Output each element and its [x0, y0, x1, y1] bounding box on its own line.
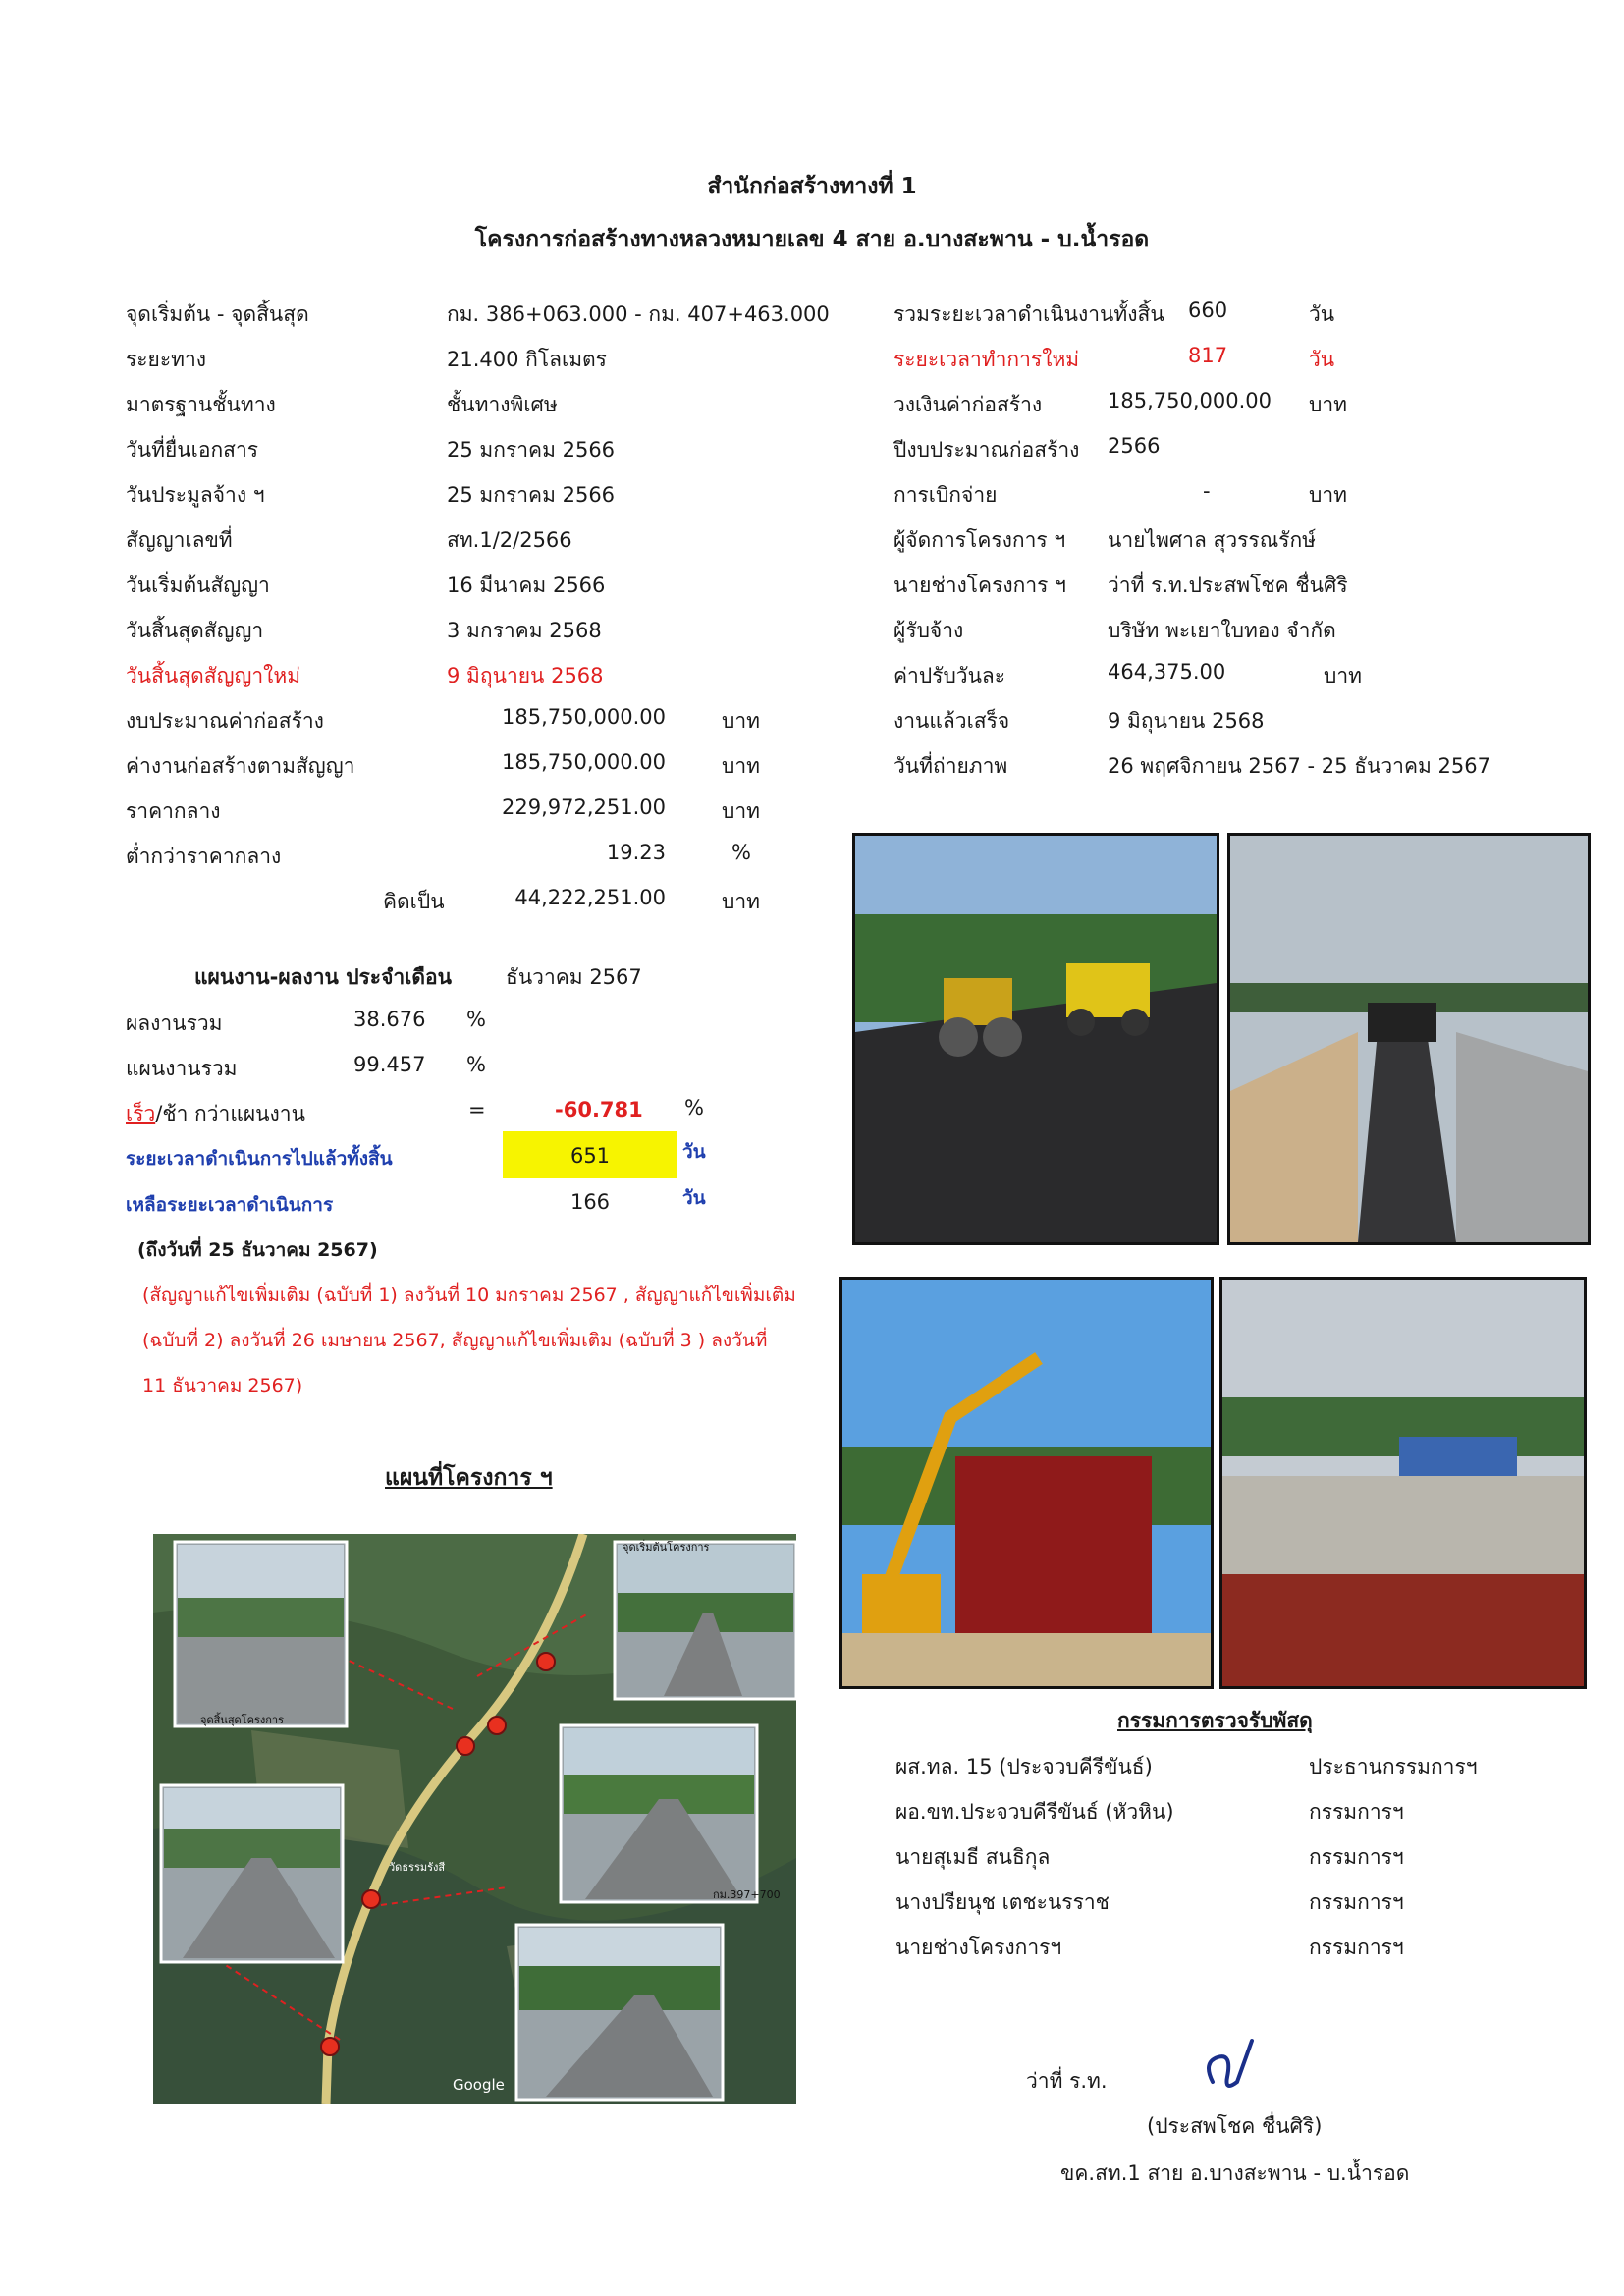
- info-value: 185,750,000.00: [1108, 389, 1272, 412]
- site-photo-concrete-deck: [1219, 1277, 1587, 1689]
- committee-title: กรรมการตรวจรับพัสดุ: [1117, 1709, 1313, 1732]
- info-label: การเบิกจ่าย: [893, 483, 998, 507]
- remain-unit: วัน: [682, 1187, 706, 1209]
- budget-label: ต่ำกว่าราคากลาง: [126, 845, 282, 868]
- map-label-wat: วัดธรรมรังสี: [389, 1861, 446, 1874]
- info-value: 817: [1188, 344, 1228, 367]
- result-unit: %: [466, 1008, 486, 1031]
- signature-rank: ว่าที่ ร.ท.: [1026, 2069, 1108, 2093]
- amendment-note-line: (สัญญาแก้ไขเพิ่มเติม (ฉบับที่ 1) ลงวันที่ 10 มกราคม 2567 , สัญญาแก้ไขเพิ่มเติม: [142, 1285, 796, 1306]
- elapsed-value: 651: [569, 1144, 611, 1168]
- info-value: 660: [1188, 299, 1228, 322]
- info-label: สัญญาเลขที่: [126, 528, 233, 552]
- info-value: ชั้นทางพิเศษ: [447, 393, 558, 416]
- committee-member-name: นายสุเมธี สนธิกุล: [895, 1845, 1051, 1869]
- budget-unit: บาท: [722, 799, 760, 823]
- as-of-date: (ถึงวันที่ 25 ธันวาคม 2567): [137, 1239, 378, 1261]
- info-value: 25 มกราคม 2566: [447, 483, 616, 507]
- budget-amount: 185,750,000.00: [502, 750, 666, 774]
- info-unit: บาท: [1309, 393, 1347, 416]
- satellite-map-image: [153, 1534, 796, 2104]
- signature-name: (ประสพโชค ชื่นศิริ): [1147, 2114, 1323, 2138]
- info-value: กม. 386+063.000 - กม. 407+463.000: [447, 302, 830, 326]
- diff-label: [126, 1098, 305, 1130]
- diff-unit: %: [684, 1096, 704, 1120]
- site-photo-asphalt-truck: [1227, 833, 1591, 1245]
- info-label: ผู้รับจ้าง: [893, 619, 964, 642]
- info-value: สท.1/2/2566: [447, 528, 572, 552]
- info-value: บริษัท พะเยาใบทอง จำกัด: [1108, 619, 1336, 642]
- info-label: ระยะทาง: [126, 348, 207, 371]
- map-label-end: จุดสิ้นสุดโครงการ: [200, 1714, 284, 1726]
- info-value: 2566: [1108, 434, 1161, 458]
- budget-amount: 185,750,000.00: [502, 705, 666, 729]
- diff-label-fast: เร็ว: [126, 1102, 156, 1125]
- progress-heading: แผนงาน-ผลงาน ประจำเดือน: [194, 965, 452, 989]
- committee-member-name: ผอ.ขท.ประจวบคีรีขันธ์ (หัวหิน): [895, 1800, 1174, 1824]
- project-map: [153, 1534, 796, 2104]
- remain-label: เหลือระยะเวลาดำเนินการ: [126, 1194, 334, 1216]
- info-label: นายช่างโครงการ ฯ: [893, 574, 1066, 597]
- info-unit: บาท: [1324, 664, 1362, 687]
- info-unit: วัน: [1309, 302, 1335, 326]
- info-label: รวมระยะเวลาดำเนินงานทั้งสิ้น: [893, 302, 1164, 326]
- info-value: 464,375.00: [1108, 660, 1226, 683]
- info-value: 16 มีนาคม 2566: [447, 574, 606, 597]
- budget-unit: บาท: [722, 754, 760, 778]
- info-label: ระยะเวลาทำการใหม่: [893, 348, 1080, 371]
- info-label: วันที่ถ่ายภาพ: [893, 754, 1008, 778]
- plan-label: แผนงานรวม: [126, 1057, 238, 1080]
- budget-unit: %: [731, 841, 751, 864]
- info-label: วันสิ้นสุดสัญญาใหม่: [126, 664, 301, 687]
- info-value: 21.400 กิโลเมตร: [447, 348, 607, 371]
- map-title: แผนที่โครงการ ฯ: [385, 1465, 553, 1491]
- info-label: ผู้จัดการโครงการ ฯ: [893, 528, 1066, 552]
- budget-label: คิดเป็น: [383, 890, 445, 913]
- progress-month: ธันวาคม 2567: [506, 965, 642, 989]
- diff-eq: =: [468, 1098, 486, 1121]
- handwritten-signature: [1193, 2033, 1272, 2102]
- budget-unit: บาท: [722, 709, 760, 733]
- elapsed-unit: วัน: [682, 1141, 706, 1163]
- committee-member-role: กรรมการฯ: [1309, 1845, 1404, 1869]
- info-value: 25 มกราคม 2566: [447, 438, 616, 462]
- committee-member-role: กรรมการฯ: [1309, 1936, 1404, 1959]
- info-unit: บาท: [1309, 483, 1347, 507]
- info-value: 9 มิถุนายน 2568: [1108, 709, 1265, 733]
- diff-label-rest: /ช้า กว่าแผนงาน: [155, 1102, 305, 1125]
- map-label-km: กม.397+700: [713, 1888, 781, 1901]
- info-label: วันประมูลจ้าง ฯ: [126, 483, 265, 507]
- signature-position: ขค.สท.1 สาย อ.บางสะพาน - บ.น้ำรอด: [1060, 2161, 1410, 2185]
- info-label: วันสิ้นสุดสัญญา: [126, 619, 264, 642]
- info-label: จุดเริ่มต้น - จุดสิ้นสุด: [126, 302, 309, 326]
- budget-unit: บาท: [722, 890, 760, 913]
- info-label: วันที่ยื่นเอกสาร: [126, 438, 259, 462]
- amendment-note-line: (ฉบับที่ 2) ลงวันที่ 26 เมษายน 2567, สัญญาแก้ไขเพิ่มเติม (ฉบับที่ 3 ) ลงวันที่: [142, 1330, 768, 1351]
- site-photo-rollers: [852, 833, 1219, 1245]
- budget-amount: 229,972,251.00: [502, 795, 666, 819]
- info-value: ว่าที่ ร.ท.ประสพโชค ชื่นศิริ: [1108, 574, 1348, 597]
- site-photo-excavator: [839, 1277, 1214, 1689]
- budget-label: ราคากลาง: [126, 799, 221, 823]
- info-value: 3 มกราคม 2568: [447, 619, 602, 642]
- budget-amount: 44,222,251.00: [514, 886, 666, 909]
- committee-member-role: กรรมการฯ: [1309, 1800, 1404, 1824]
- committee-member-name: ผส.ทล. 15 (ประจวบคีรีขันธ์): [895, 1755, 1153, 1778]
- info-label: ปีงบประมาณก่อสร้าง: [893, 438, 1080, 462]
- committee-member-role: กรรมการฯ: [1309, 1890, 1404, 1914]
- info-unit: วัน: [1309, 348, 1335, 371]
- committee-member-name: นายช่างโครงการฯ: [895, 1936, 1062, 1959]
- info-label: มาตรฐานชั้นทาง: [126, 393, 276, 416]
- info-value: นายไพศาล สุวรรณรักษ์: [1108, 528, 1317, 552]
- result-label: ผลงานรวม: [126, 1011, 223, 1035]
- remain-value: 166: [569, 1190, 611, 1214]
- result-value: 38.676: [353, 1008, 426, 1031]
- info-label: ค่าปรับวันละ: [893, 664, 1006, 687]
- budget-label: ค่างานก่อสร้างตามสัญญา: [126, 754, 355, 778]
- amendment-note-line: 11 ธันวาคม 2567): [142, 1375, 303, 1396]
- info-label: วันเริ่มต้นสัญญา: [126, 574, 270, 597]
- info-value: 26 พฤศจิกายน 2567 - 25 ธันวาคม 2567: [1108, 754, 1490, 778]
- map-label-start: จุดเริ่มต้นโครงการ: [623, 1541, 710, 1554]
- diff-value: -60.781: [555, 1098, 643, 1121]
- elapsed-label: ระยะเวลาดำเนินการไปแล้วทั้งสิ้น: [126, 1148, 393, 1170]
- committee-member-name: นางปรียนุช เตชะนรราช: [895, 1890, 1110, 1914]
- office-title: สำนักก่อสร้างทางที่ 1: [707, 174, 917, 199]
- info-value: 9 มิถุนายน 2568: [447, 664, 604, 687]
- info-label: วงเงินค่าก่อสร้าง: [893, 393, 1043, 416]
- budget-label: งบประมาณค่าก่อสร้าง: [126, 709, 324, 733]
- budget-amount: 19.23: [606, 841, 666, 864]
- info-value: -: [1203, 479, 1211, 503]
- committee-member-role: ประธานกรรมการฯ: [1309, 1755, 1478, 1778]
- info-label: งานแล้วเสร็จ: [893, 709, 1010, 733]
- project-title: โครงการก่อสร้างทางหลวงหมายเลข 4 สาย อ.บางสะพาน - บ.น้ำรอด: [474, 227, 1150, 252]
- plan-value: 99.457: [353, 1053, 426, 1076]
- plan-unit: %: [466, 1053, 486, 1076]
- map-label-google: Google: [453, 2076, 505, 2094]
